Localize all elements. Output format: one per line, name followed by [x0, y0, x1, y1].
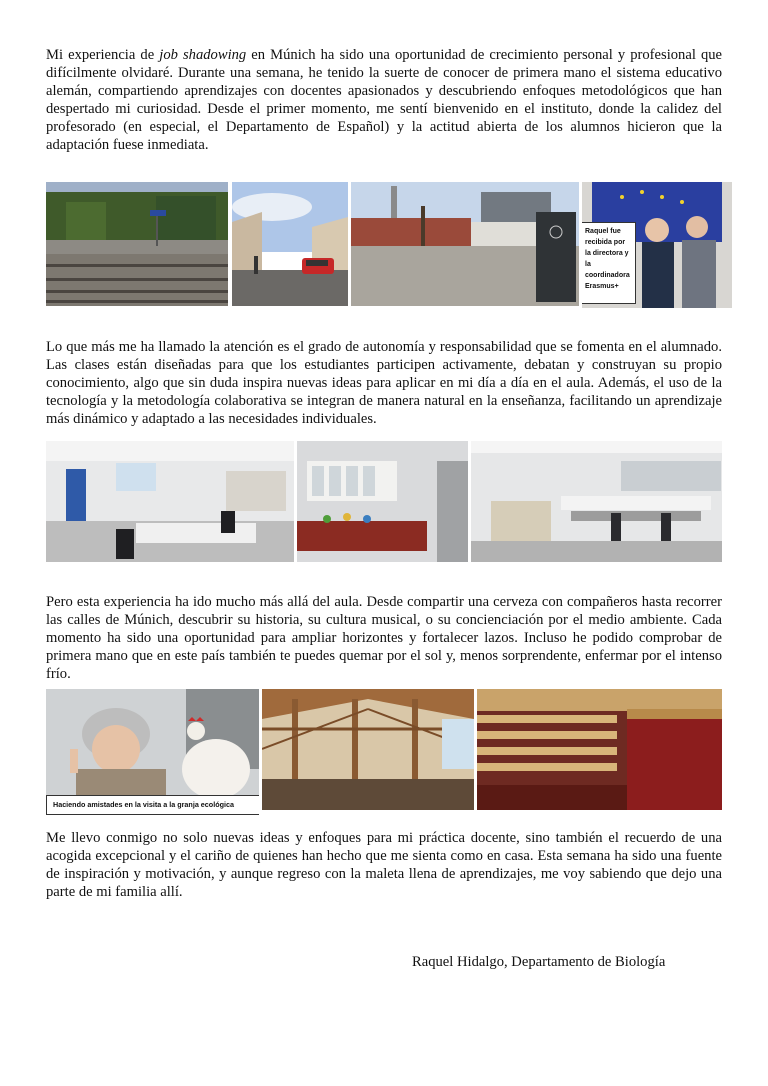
photo-welcome-directors: [582, 182, 732, 308]
photo-farm-selfie: [46, 689, 259, 815]
closing-paragraph: Me llevo conmigo no solo nuevas ideas y enfoques para mi práctica docente, sino también el recuerdo de una acogida excepcional y el cariño de quienes han hecho que me sienta como en casa. Esta semana ha sido una fuente de inspiración y motivación, y aunque regreso con la maleta llena de aprendizajes, me voy sabiendo que dejo una parte de mi familia allí.: [46, 830, 722, 900]
intro-emphasis: job shadowing: [159, 47, 247, 63]
photo-lab-benches: [471, 441, 722, 562]
beyond-classroom-paragraph: Pero esta experiencia ha ido mucho más allá del aula. Desde compartir una cerveza con compañeros hasta recorrer las calles de Múnich, descubrir su historia, su cultura musical, o su concienciación por el medio ambiente. Cada momento ha sido una oportunidad para ampliar horizontes y fortalecer lazos. Incluso he podido comprobar de primera mano que en este país también te puedes quemar por el sol y, menos sorprendente, enfermar por el intenso frío.: [46, 594, 722, 682]
autonomy-paragraph: Lo que más me ha llamado la atención es el grado de autonomía y responsabilidad que se fomenta en el alumnado. Las clases están diseñadas para que los estudiantes participen activamente, debatan y construyan su propio conocimiento, algo que sin duda inspira nuevas ideas para aplicar en mi día a día en el aula. Además, el uso de la tecnología y la metodología colaborativa se integran de manera natural en la enseñanza, facilitando un aprendizaje más dinámico y adaptado a las necesidades individuales.: [46, 339, 722, 427]
photo-wooden-hall: [262, 689, 474, 810]
photo-train-station: [46, 182, 228, 306]
intro-rest: en Múnich ha sido una oportunidad de crecimiento personal y profesional que difícilmente olvidaré. Durante una semana, he tenido la suerte de conocer de primera mano el sistema educativo alemán, compartiendo aprendizajes con docentes apasionados y descubriendo enfoques metodológicos que han despertado mi curiosidad. Desde el primer momento, me sentí bienvenido en el instituto, donde la calidez del profesorado (en especial, el Departamento de Español) y la actitud abierta de los alumnos hicieron que la adaptación fuese inmediata.: [46, 47, 723, 153]
signature: Raquel Hidalgo, Departamento de Biología: [412, 954, 666, 970]
caption-farm: Haciendo amistades en la visita a la granja ecológica: [46, 795, 259, 815]
photo-classroom-computers: [46, 441, 294, 562]
photo-school-campus: [351, 182, 579, 306]
caption-welcome: Raquel fue recibida por la directora y la coordinadora Erasmus+: [582, 222, 636, 304]
photo-street-red-car: [232, 182, 348, 306]
photo-opera-house: [477, 689, 722, 810]
intro-prefix: Mi experiencia de: [46, 47, 160, 63]
photo-science-lab: [297, 441, 468, 562]
intro-paragraph: [46, 46, 722, 154]
